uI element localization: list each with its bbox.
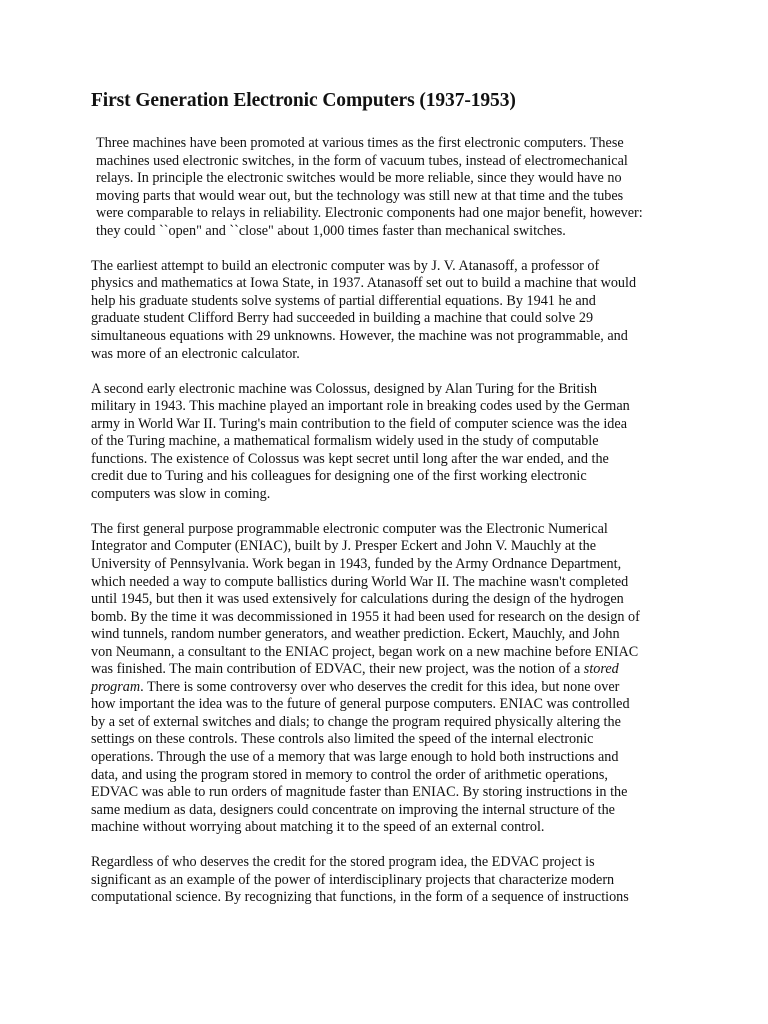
text-line: The first general purpose programmable electronic computer was the Electronic Numerical bbox=[91, 520, 608, 537]
text-line: they could ``open" and ``close" about 1,000 times faster than mechanical switches. bbox=[96, 222, 566, 239]
document-page bbox=[91, 88, 691, 924]
emphasis-stored: stored bbox=[583, 661, 619, 678]
text-line: settings on these controls. These controls also limited the speed of the internal electronic bbox=[91, 731, 594, 748]
text-run: . There is some controversy over who deserves the credit for this idea, but none over bbox=[140, 678, 620, 695]
text-line: army in World War II. Turing's main contribution to the field of computer science was the idea bbox=[91, 415, 627, 432]
text-line: computational science. By recognizing that functions, in the form of a sequence of instructions bbox=[91, 889, 629, 906]
text-line: same medium as data, designers could concentrate on improving the internal structure of the bbox=[91, 801, 615, 818]
text-line bbox=[91, 661, 691, 679]
text-line: University of Pennsylvania. Work began in 1943, funded by the Army Ordnance Department, bbox=[91, 555, 622, 572]
text-line: simultaneous equations with 29 unknowns. However, the machine was not programmable, and bbox=[91, 327, 628, 344]
text-line: Three machines have been promoted at various times as the first electronic computers. These bbox=[96, 135, 624, 151]
text-line: credit due to Turing and his colleagues for designing one of the first working electronic bbox=[91, 468, 587, 485]
text-line: which needed a way to compute ballistics during World War II. The machine wasn't completed bbox=[91, 573, 629, 590]
text-line: graduate student Clifford Berry had succeeded in building a machine that could solve 29 bbox=[91, 310, 594, 327]
text-line: by a set of external switches and dials; to change the program required physically altering the bbox=[91, 713, 621, 730]
text-line: Integrator and Computer (ENIAC), built by J. Presper Eckert and John V. Mauchly at the bbox=[91, 538, 596, 555]
text-line: functions. The existence of Colossus was kept secret until long after the war ended, and the bbox=[91, 450, 609, 467]
text-run: was finished. The main contribution of EDVAC, their new project, was the notion of a bbox=[91, 661, 584, 678]
emphasis-program: program bbox=[91, 678, 141, 695]
paragraph-4 bbox=[91, 521, 691, 837]
text-line: A second early electronic machine was Colossus, designed by Alan Turing for the British bbox=[91, 380, 597, 397]
text-line: were comparable to relays in reliability. Electronic components had one major benefit, however: bbox=[96, 205, 643, 222]
text-line: military in 1943. This machine played an important role in breaking codes used by the German bbox=[91, 398, 630, 415]
text-line: data, and using the program stored in memory to control the order of arithmetic operations, bbox=[91, 766, 608, 783]
page-title: First Generation Electronic Computers (1937-1953) bbox=[91, 90, 516, 111]
text-line: operations. Through the use of a memory that was large enough to hold both instructions and bbox=[91, 749, 619, 765]
text-line: relays. In principle the electronic switches would be more reliable, since they would have no bbox=[96, 170, 622, 187]
paragraph-1 bbox=[91, 135, 691, 240]
text-line: machines used electronic switches, in the form of vacuum tubes, instead of electromechanical bbox=[96, 152, 628, 169]
paragraph-5 bbox=[91, 854, 691, 907]
text-line: wind tunnels, random number generators, and weather prediction. Eckert, Mauchly, and John bbox=[91, 626, 620, 643]
text-line: was more of an electronic calculator. bbox=[91, 345, 300, 362]
text-line: until 1945, but then it was used extensively for calculations during the design of the hydrogen bbox=[91, 591, 624, 608]
text-line bbox=[91, 679, 691, 697]
text-line: moving parts that would wear out, but the technology was still new at that time and the tubes bbox=[96, 187, 624, 204]
text-line: bomb. By the time it was decommissioned in 1955 it had been used for research on the design of bbox=[91, 608, 640, 625]
paragraph-2 bbox=[91, 258, 691, 363]
text-line: EDVAC was able to run orders of magnitude faster than ENIAC. By storing instructions in the bbox=[91, 784, 628, 801]
text-line: significant as an example of the power of interdisciplinary projects that characterize modern bbox=[91, 871, 615, 888]
text-line: von Neumann, a consultant to the ENIAC project, began work on a new machine before ENIAC bbox=[91, 643, 639, 660]
text-line: physics and mathematics at Iowa State, in 1937. Atanasoff set out to build a machine that would bbox=[91, 275, 637, 292]
text-line: machine without worrying about matching it to the speed of an external control. bbox=[91, 819, 545, 836]
text-line: The earliest attempt to build an electronic computer was by J. V. Atanasoff, a professor of bbox=[91, 257, 600, 274]
text-line: how important the idea was to the future of general purpose computers. ENIAC was controlled bbox=[91, 696, 630, 713]
paragraph-3 bbox=[91, 381, 691, 504]
text-line: Regardless of who deserves the credit for the stored program idea, the EDVAC project is bbox=[91, 854, 595, 871]
text-line: of the Turing machine, a mathematical formalism widely used in the study of computable bbox=[91, 433, 599, 450]
text-line: help his graduate students solve systems of partial differential equations. By 1941 he and bbox=[91, 292, 596, 309]
text-line: computers was slow in coming. bbox=[91, 485, 271, 502]
